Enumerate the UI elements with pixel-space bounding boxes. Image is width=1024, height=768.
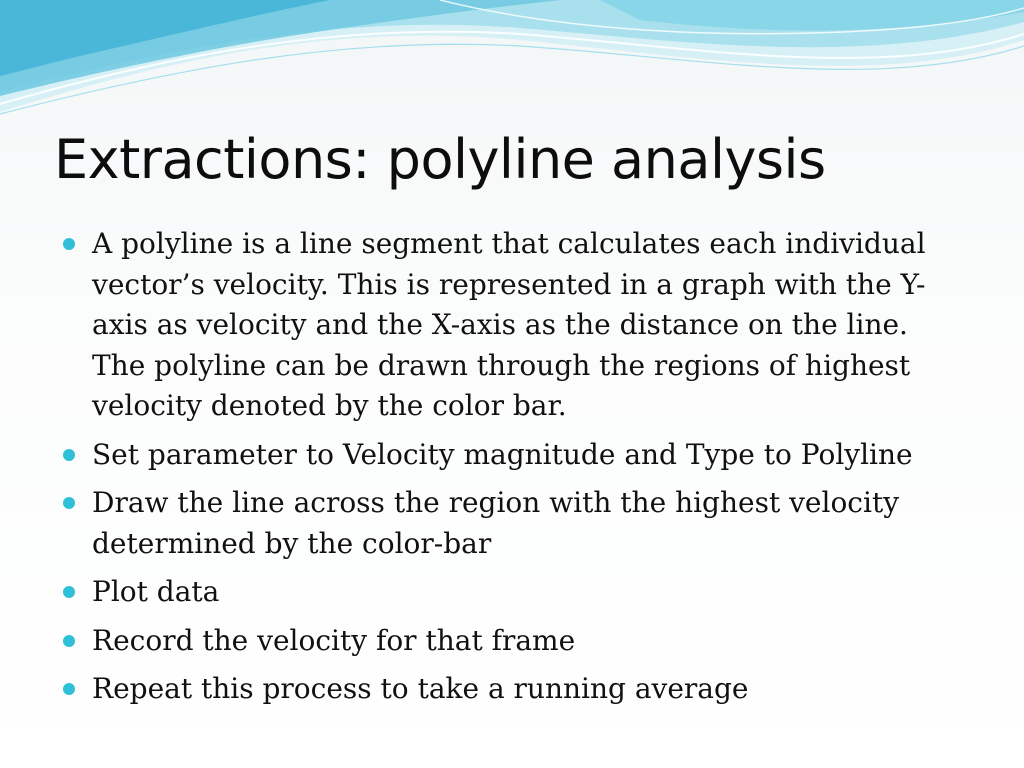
bullet-text: Plot data <box>92 575 220 608</box>
bullet-text: Draw the line across the region with the highest velocity determined by the color-bar <box>92 486 900 560</box>
bullet-item <box>62 435 962 476</box>
header-wave-decoration <box>0 0 1024 130</box>
slide-title: Extractions: polyline analysis <box>54 128 826 191</box>
bullet-item <box>62 572 962 613</box>
bullet-item <box>62 483 962 564</box>
bullet-item <box>62 621 962 662</box>
bullet-text: A polyline is a line segment that calculates each individual vector’s velocity. This is represented in a graph with the Y-axis as velocity and the X-axis as the distance on the line. The polyline can be drawn through the regions of highest velocity denoted by the color bar. <box>92 227 926 422</box>
bullet-dot-icon <box>63 238 75 250</box>
bullet-dot-icon <box>63 497 75 509</box>
bullet-dot-icon <box>63 449 75 461</box>
bullet-text: Set parameter to Velocity magnitude and Type to Polyline <box>92 437 913 471</box>
bullet-list <box>62 224 962 718</box>
bullet-item <box>62 224 962 427</box>
bullet-dot-icon <box>63 586 75 598</box>
bullet-text: Record the velocity for that frame <box>92 623 576 657</box>
bullet-item <box>62 669 962 710</box>
bullet-dot-icon <box>63 635 75 647</box>
bullet-dot-icon <box>63 683 75 695</box>
bullet-text: Repeat this process to take a running average <box>92 672 749 705</box>
